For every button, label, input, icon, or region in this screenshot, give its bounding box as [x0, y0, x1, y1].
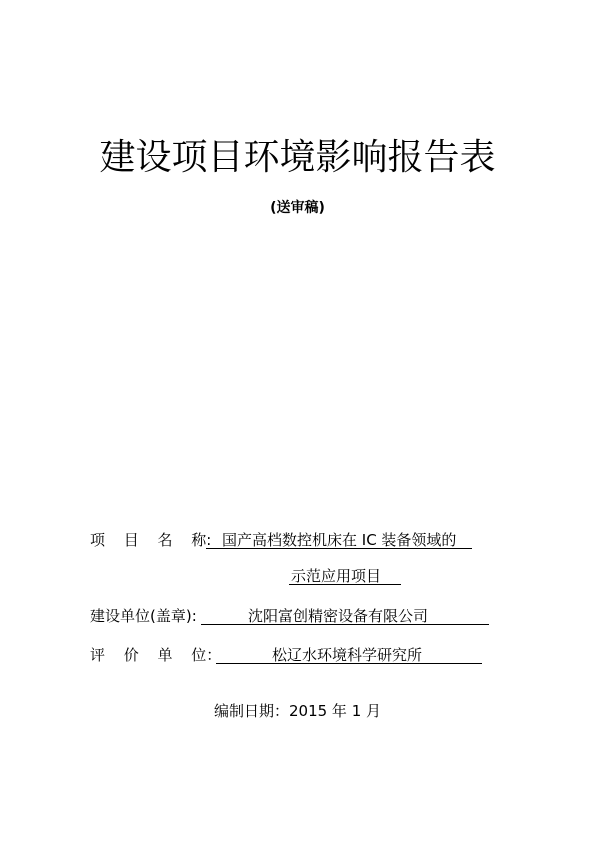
builder-label: [90, 606, 197, 626]
builder-label-text: 建设单位(盖章):: [90, 607, 197, 625]
evaluator-label: [90, 645, 221, 665]
project-name-value-text-1: 国产高档数控机床在 IC 装备领域的: [222, 531, 457, 549]
project-name-label: [90, 530, 211, 550]
report-title: 建设项目环境影响报告表: [99, 137, 496, 178]
builder-value: [201, 607, 489, 625]
compile-date: 编制日期：2015 年 1 月: [213, 702, 382, 720]
evaluator-label-text: 评 价 单 位：: [90, 646, 222, 664]
project-name-value-line1: [206, 531, 472, 549]
evaluator-value: [216, 646, 482, 664]
project-name-value-line2: [289, 567, 401, 585]
draft-status: (送审稿): [270, 200, 325, 216]
project-name-value-text-2: 示范应用项目: [291, 567, 382, 585]
evaluator-value-text: 松辽水环境科学研究所: [272, 646, 423, 664]
builder-value-text: 沈阳富创精密设备有限公司: [248, 607, 429, 625]
project-name-label-text: 项 目 名 称:: [90, 531, 212, 549]
